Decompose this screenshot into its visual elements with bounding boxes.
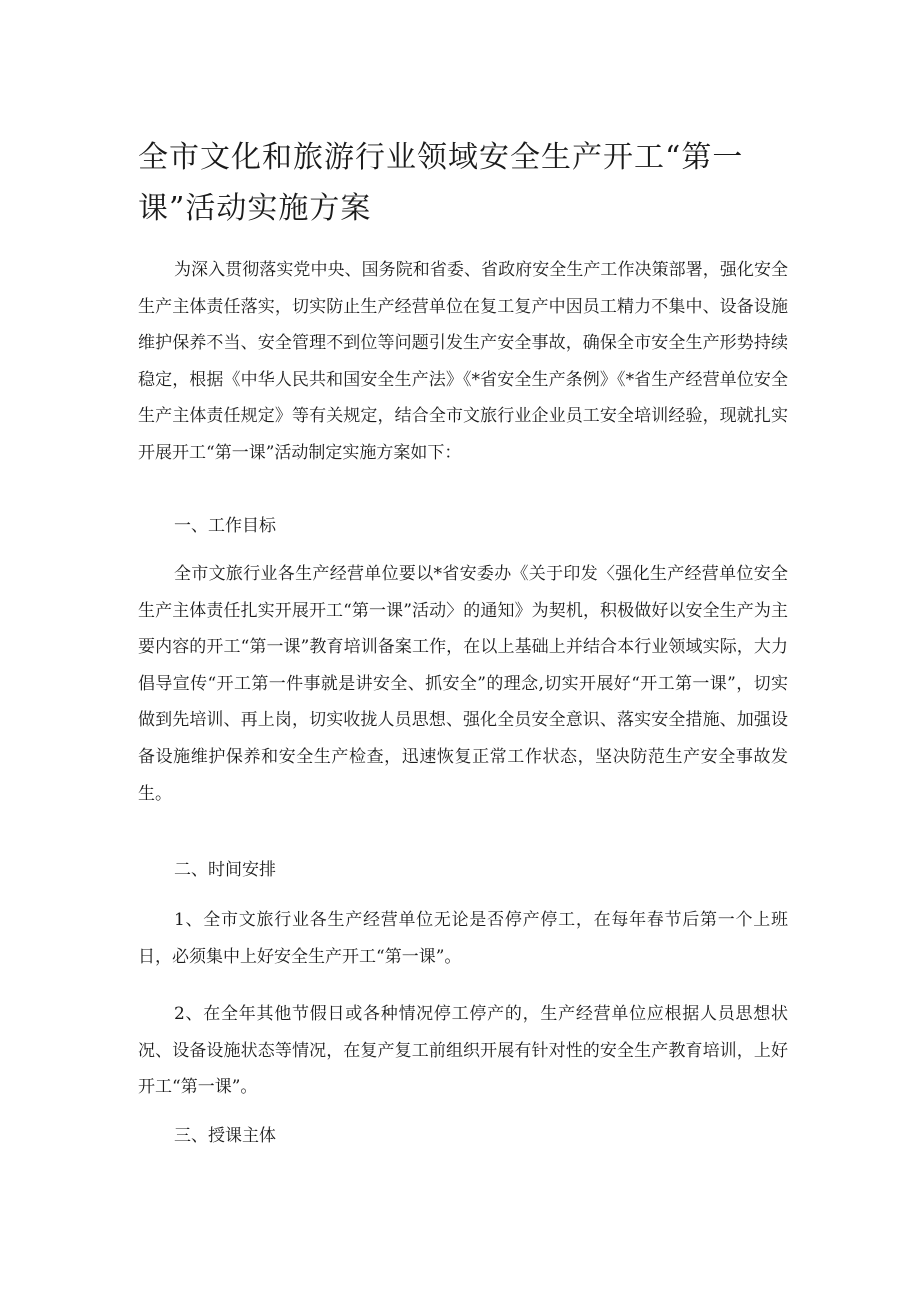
section-body-goals: 全市文旅行业各生产经营单位要以*省安委办《关于印发〈强化生产经营单位安全生产主体责任扎实开展开工“第一课”活动〉的通知》为契机，积极做好以安全生产为主要内容的开工“第一课”教育培训备案工作，在以上基础上并结合本行业领域实际，大力倡导宣传“开工第一件事就是讲安全、抓安全”的理念,切实开展好“开工第一课”，切实做到先培训、再上岗，切实收拢人员思想、强化全员安全意识、落实安全措施、加强设备设施维护保养和安全生产检查，迅速恢复正常工作状态，坚决防范生产安全事故发生。 (138, 564, 788, 804)
schedule-item-2: 2、在全年其他节假日或各种情况停工停产的，生产经营单位应根据人员思想状况、设备设施状态等情况，在复产复工前组织开展有针对性的安全生产教育培训，上好开工“第一课”。 (138, 1004, 788, 1098)
section-heading-goals: 一、工作目标 (174, 516, 276, 536)
section-heading-instructors: 三、授课主体 (174, 1126, 276, 1146)
section-heading-schedule: 二、时间安排 (174, 860, 276, 880)
document-title: 全市文化和旅游行业领域安全生产开工“第一课”活动实施方案 (138, 140, 744, 226)
intro-paragraph: 为深入贯彻落实党中央、国务院和省委、省政府安全生产工作决策部署，强化安全生产主体责任落实，切实防止生产经营单位在复工复产中因员工精力不集中、设备设施维护保养不当、安全管理不到位等问题引发生产安全事故，确保全市安全生产形势持续稳定，根据《中华人民共和国安全生产法》《*省安全生产条例》《*省生产经营单位安全生产主体责任规定》等有关规定，结合全市文旅行业企业员工安全培训经验，现就扎实开展开工“第一课”活动制定实施方案如下： (138, 260, 788, 463)
schedule-item-1: 1、全市文旅行业各生产经营单位无论是否停产停工，在每年春节后第一个上班日，必须集中上好安全生产开工“第一课”。 (138, 910, 788, 967)
